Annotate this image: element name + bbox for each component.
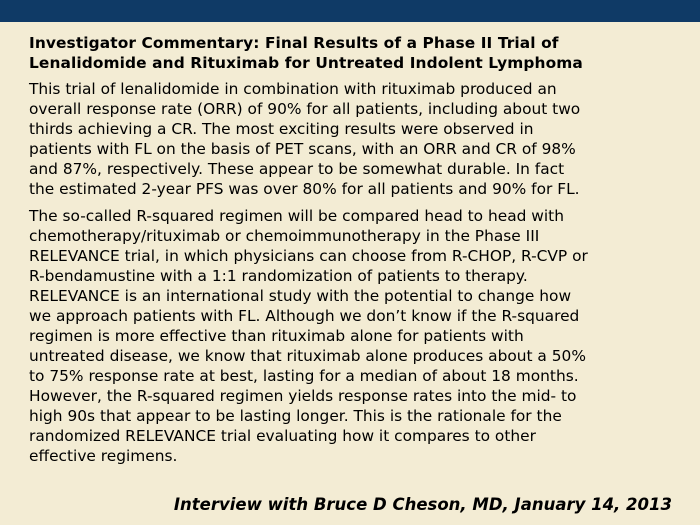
paragraph-line: patients with FL on the basis of PET scans, with an ORR and CR of 98% — [29, 140, 576, 158]
paragraph-line: regimen is more effective than rituximab alone for patients with — [29, 327, 524, 345]
paragraph-line: The so-called R-squared regimen will be compared head to head with — [29, 207, 564, 225]
slide-title — [29, 33, 679, 73]
title-line-1: Investigator Commentary: Final Results of a Phase II Trial of — [29, 34, 559, 52]
title-line-2: Lenalidomide and Rituximab for Untreated Indolent Lymphoma — [29, 54, 583, 72]
paragraph-line: RELEVANCE is an international study with the potential to change how — [29, 287, 572, 305]
interview-credit: Interview with Bruce D Cheson, MD, January 14, 2013 — [173, 495, 672, 514]
paragraph-line: randomized RELEVANCE trial evaluating how it compares to other — [29, 427, 536, 445]
paragraph-line: chemotherapy/rituximab or chemoimmunotherapy in the Phase III — [29, 227, 540, 245]
paragraph-2 — [29, 206, 679, 466]
paragraph-line: and 87%, respectively. These appear to be somewhat durable. In fact — [29, 160, 565, 178]
paragraph-line: high 90s that appear to be lasting longer. This is the rationale for the — [29, 407, 562, 425]
paragraph-line: untreated disease, we know that rituximab alone produces about a 50% — [29, 347, 586, 365]
paragraph-line: RELEVANCE trial, in which physicians can choose from R-CHOP, R-CVP or — [29, 247, 588, 265]
paragraph-line: the estimated 2-year PFS was over 80% for all patients and 90% for FL. — [29, 180, 580, 198]
slide-content — [29, 33, 679, 473]
paragraph-line: This trial of lenalidomide in combination with rituximab produced an — [29, 80, 557, 98]
paragraph-line: to 75% response rate at best, lasting for a median of about 18 months. — [29, 367, 579, 385]
paragraph-line: effective regimens. — [29, 447, 178, 465]
header-bar — [0, 0, 700, 22]
paragraph-line: R-bendamustine with a 1:1 randomization of patients to therapy. — [29, 267, 528, 285]
paragraph-line: we approach patients with FL. Although we don’t know if the R-squared — [29, 307, 580, 325]
paragraph-line: However, the R-squared regimen yields response rates into the mid- to — [29, 387, 577, 405]
paragraph-line: overall response rate (ORR) of 90% for all patients, including about two — [29, 100, 581, 118]
paragraph-1 — [29, 79, 679, 199]
paragraph-line: thirds achieving a CR. The most exciting results were observed in — [29, 120, 534, 138]
